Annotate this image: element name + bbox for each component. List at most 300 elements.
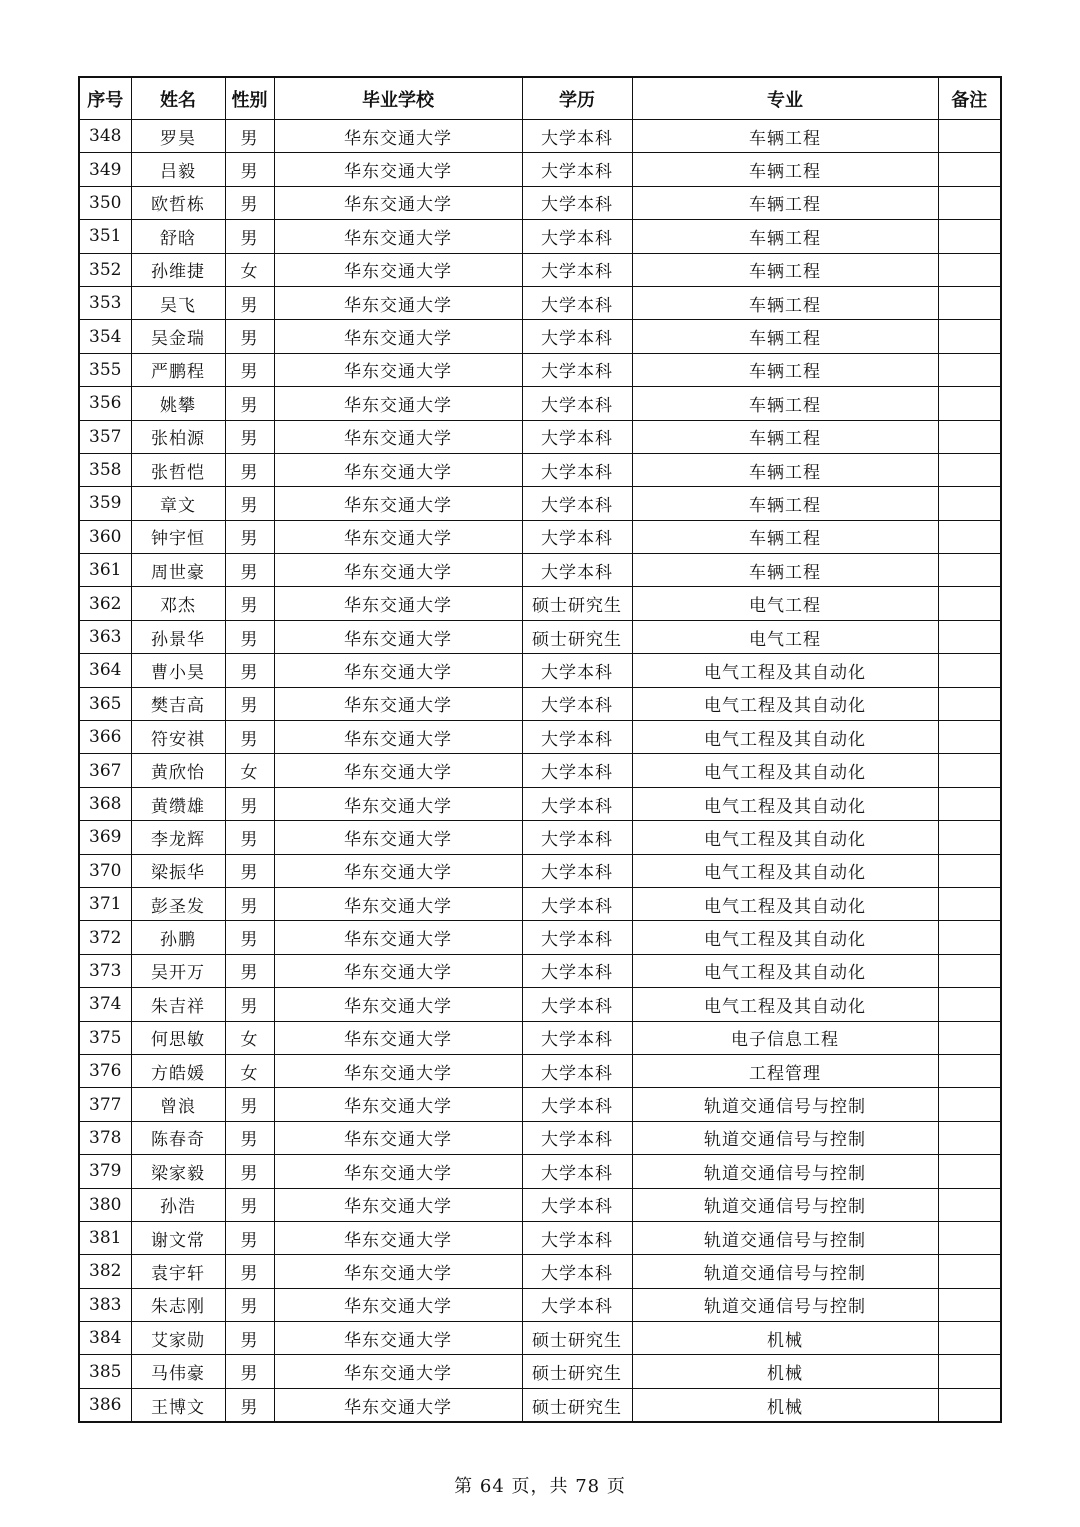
cell-gender: 男: [225, 420, 274, 453]
table-row: [79, 420, 1001, 453]
table-row: [79, 120, 1001, 153]
cell-school: 华东交通大学: [274, 587, 522, 620]
cell-major: 电气工程及其自动化: [632, 954, 938, 987]
cell-no: 356: [79, 387, 131, 420]
cell-gender: 男: [225, 587, 274, 620]
cell-degree: 硕士研究生: [522, 1322, 632, 1355]
header-name: 姓名: [131, 77, 225, 120]
cell-no: 358: [79, 453, 131, 486]
cell-remark: [938, 1054, 1001, 1087]
cell-gender: 女: [225, 1021, 274, 1054]
cell-school: 华东交通大学: [274, 120, 522, 153]
cell-remark: [938, 1355, 1001, 1388]
cell-school: 华东交通大学: [274, 420, 522, 453]
table-row: [79, 754, 1001, 787]
cell-name: 吕毅: [131, 153, 225, 186]
cell-degree: 硕士研究生: [522, 1355, 632, 1388]
cell-degree: 硕士研究生: [522, 1388, 632, 1422]
cell-no: 357: [79, 420, 131, 453]
cell-degree: 大学本科: [522, 520, 632, 553]
cell-degree: 大学本科: [522, 286, 632, 319]
table-body: [79, 120, 1001, 1423]
cell-no: 354: [79, 320, 131, 353]
table-row: [79, 854, 1001, 887]
cell-degree: 硕士研究生: [522, 620, 632, 653]
cell-remark: [938, 1188, 1001, 1221]
cell-name: 孙维捷: [131, 253, 225, 286]
cell-major: 电气工程: [632, 587, 938, 620]
cell-gender: 男: [225, 1121, 274, 1154]
table-row: [79, 1021, 1001, 1054]
cell-school: 华东交通大学: [274, 821, 522, 854]
table-row: [79, 353, 1001, 386]
cell-name: 朱志刚: [131, 1288, 225, 1321]
cell-school: 华东交通大学: [274, 1155, 522, 1188]
cell-remark: [938, 821, 1001, 854]
cell-degree: 大学本科: [522, 420, 632, 453]
cell-major: 机械: [632, 1355, 938, 1388]
cell-degree: 大学本科: [522, 387, 632, 420]
cell-remark: [938, 554, 1001, 587]
header-row: [79, 77, 1001, 120]
header-degree: 学历: [522, 77, 632, 120]
cell-name: 严鹏程: [131, 353, 225, 386]
cell-major: 工程管理: [632, 1054, 938, 1087]
cell-gender: 男: [225, 520, 274, 553]
cell-gender: 男: [225, 1088, 274, 1121]
cell-name: 袁宇轩: [131, 1255, 225, 1288]
cell-gender: 男: [225, 620, 274, 653]
cell-major: 车辆工程: [632, 453, 938, 486]
cell-degree: 大学本科: [522, 487, 632, 520]
cell-no: 369: [79, 821, 131, 854]
cell-school: 华东交通大学: [274, 520, 522, 553]
cell-school: 华东交通大学: [274, 1355, 522, 1388]
cell-remark: [938, 420, 1001, 453]
cell-no: 386: [79, 1388, 131, 1422]
cell-school: 华东交通大学: [274, 320, 522, 353]
table-row: [79, 286, 1001, 319]
cell-name: 张哲恺: [131, 453, 225, 486]
cell-major: 车辆工程: [632, 487, 938, 520]
cell-name: 李龙辉: [131, 821, 225, 854]
cell-no: 378: [79, 1121, 131, 1154]
table-row: [79, 153, 1001, 186]
cell-major: 电气工程及其自动化: [632, 988, 938, 1021]
cell-no: 359: [79, 487, 131, 520]
header-remark: 备注: [938, 77, 1001, 120]
cell-degree: 大学本科: [522, 954, 632, 987]
cell-remark: [938, 1322, 1001, 1355]
cell-gender: 男: [225, 921, 274, 954]
cell-name: 周世豪: [131, 554, 225, 587]
cell-no: 372: [79, 921, 131, 954]
cell-gender: 男: [225, 487, 274, 520]
table-row: [79, 687, 1001, 720]
table-row: [79, 654, 1001, 687]
cell-remark: [938, 988, 1001, 1021]
cell-remark: [938, 1088, 1001, 1121]
cell-remark: [938, 153, 1001, 186]
table-row: [79, 1255, 1001, 1288]
cell-no: 384: [79, 1322, 131, 1355]
cell-school: 华东交通大学: [274, 453, 522, 486]
cell-remark: [938, 320, 1001, 353]
cell-school: 华东交通大学: [274, 1054, 522, 1087]
cell-name: 黄欣怡: [131, 754, 225, 787]
cell-school: 华东交通大学: [274, 353, 522, 386]
cell-gender: 女: [225, 253, 274, 286]
cell-no: 360: [79, 520, 131, 553]
cell-gender: 男: [225, 721, 274, 754]
cell-gender: 女: [225, 1054, 274, 1087]
cell-major: 电气工程: [632, 620, 938, 653]
cell-remark: [938, 787, 1001, 820]
cell-remark: [938, 954, 1001, 987]
cell-major: 轨道交通信号与控制: [632, 1088, 938, 1121]
cell-remark: [938, 1121, 1001, 1154]
cell-gender: 男: [225, 954, 274, 987]
cell-remark: [938, 220, 1001, 253]
cell-gender: 男: [225, 1388, 274, 1422]
cell-no: 367: [79, 754, 131, 787]
cell-degree: 大学本科: [522, 220, 632, 253]
cell-no: 361: [79, 554, 131, 587]
cell-major: 车辆工程: [632, 520, 938, 553]
cell-no: 370: [79, 854, 131, 887]
cell-no: 380: [79, 1188, 131, 1221]
cell-major: 轨道交通信号与控制: [632, 1221, 938, 1254]
table-row: [79, 1054, 1001, 1087]
header-no: 序号: [79, 77, 131, 120]
cell-no: 364: [79, 654, 131, 687]
cell-major: 车辆工程: [632, 220, 938, 253]
header-gender: 性别: [225, 77, 274, 120]
table-row: [79, 721, 1001, 754]
cell-no: 353: [79, 286, 131, 319]
cell-remark: [938, 1155, 1001, 1188]
cell-degree: 大学本科: [522, 988, 632, 1021]
cell-name: 梁家毅: [131, 1155, 225, 1188]
cell-gender: 男: [225, 554, 274, 587]
cell-name: 谢文常: [131, 1221, 225, 1254]
cell-major: 轨道交通信号与控制: [632, 1155, 938, 1188]
cell-major: 轨道交通信号与控制: [632, 1188, 938, 1221]
cell-name: 曹小昊: [131, 654, 225, 687]
cell-no: 368: [79, 787, 131, 820]
cell-major: 电气工程及其自动化: [632, 687, 938, 720]
cell-remark: [938, 654, 1001, 687]
table-row: [79, 1188, 1001, 1221]
cell-gender: 男: [225, 220, 274, 253]
cell-remark: [938, 721, 1001, 754]
cell-school: 华东交通大学: [274, 387, 522, 420]
cell-remark: [938, 1021, 1001, 1054]
cell-major: 机械: [632, 1322, 938, 1355]
cell-no: 379: [79, 1155, 131, 1188]
cell-name: 艾家勋: [131, 1322, 225, 1355]
cell-gender: 男: [225, 186, 274, 219]
cell-gender: 男: [225, 654, 274, 687]
cell-degree: 大学本科: [522, 353, 632, 386]
cell-school: 华东交通大学: [274, 186, 522, 219]
cell-major: 电气工程及其自动化: [632, 721, 938, 754]
cell-school: 华东交通大学: [274, 687, 522, 720]
cell-school: 华东交通大学: [274, 988, 522, 1021]
cell-name: 樊吉高: [131, 687, 225, 720]
table-row: [79, 587, 1001, 620]
cell-remark: [938, 487, 1001, 520]
cell-degree: 大学本科: [522, 320, 632, 353]
cell-major: 机械: [632, 1388, 938, 1422]
table-row: [79, 1388, 1001, 1422]
cell-school: 华东交通大学: [274, 721, 522, 754]
cell-name: 舒晗: [131, 220, 225, 253]
cell-school: 华东交通大学: [274, 1255, 522, 1288]
cell-major: 车辆工程: [632, 554, 938, 587]
cell-gender: 男: [225, 821, 274, 854]
cell-major: 车辆工程: [632, 120, 938, 153]
cell-remark: [938, 854, 1001, 887]
cell-degree: 硕士研究生: [522, 587, 632, 620]
cell-name: 符安祺: [131, 721, 225, 754]
cell-name: 章文: [131, 487, 225, 520]
header-school: 毕业学校: [274, 77, 522, 120]
cell-remark: [938, 186, 1001, 219]
cell-gender: 男: [225, 1355, 274, 1388]
cell-remark: [938, 620, 1001, 653]
cell-degree: 大学本科: [522, 120, 632, 153]
cell-school: 华东交通大学: [274, 854, 522, 887]
cell-major: 电气工程及其自动化: [632, 654, 938, 687]
cell-name: 方皓媛: [131, 1054, 225, 1087]
page-number: 第 64 页，共 78 页: [454, 1476, 626, 1497]
cell-no: 381: [79, 1221, 131, 1254]
cell-major: 车辆工程: [632, 186, 938, 219]
cell-school: 华东交通大学: [274, 1188, 522, 1221]
cell-gender: 男: [225, 1188, 274, 1221]
cell-remark: [938, 754, 1001, 787]
cell-gender: 男: [225, 1322, 274, 1355]
cell-no: 362: [79, 587, 131, 620]
cell-school: 华东交通大学: [274, 153, 522, 186]
cell-no: 349: [79, 153, 131, 186]
cell-gender: 男: [225, 787, 274, 820]
cell-school: 华东交通大学: [274, 487, 522, 520]
cell-no: 376: [79, 1054, 131, 1087]
cell-no: 374: [79, 988, 131, 1021]
cell-remark: [938, 353, 1001, 386]
cell-remark: [938, 1221, 1001, 1254]
cell-no: 351: [79, 220, 131, 253]
table-row: [79, 320, 1001, 353]
cell-remark: [938, 921, 1001, 954]
cell-school: 华东交通大学: [274, 286, 522, 319]
cell-gender: 男: [225, 353, 274, 386]
table-row: [79, 1355, 1001, 1388]
cell-school: 华东交通大学: [274, 654, 522, 687]
cell-degree: 大学本科: [522, 1021, 632, 1054]
cell-name: 吴开万: [131, 954, 225, 987]
cell-major: 电气工程及其自动化: [632, 854, 938, 887]
table-row: [79, 1088, 1001, 1121]
cell-degree: 大学本科: [522, 1155, 632, 1188]
cell-name: 陈春奇: [131, 1121, 225, 1154]
cell-degree: 大学本科: [522, 854, 632, 887]
cell-major: 车辆工程: [632, 320, 938, 353]
cell-no: 366: [79, 721, 131, 754]
table-row: [79, 787, 1001, 820]
cell-name: 马伟豪: [131, 1355, 225, 1388]
cell-major: 车辆工程: [632, 286, 938, 319]
cell-gender: 男: [225, 1288, 274, 1321]
cell-school: 华东交通大学: [274, 954, 522, 987]
table-row: [79, 988, 1001, 1021]
cell-remark: [938, 253, 1001, 286]
table-row: [79, 954, 1001, 987]
table-row: [79, 1288, 1001, 1321]
cell-major: 电气工程及其自动化: [632, 821, 938, 854]
cell-degree: 大学本科: [522, 787, 632, 820]
cell-no: 348: [79, 120, 131, 153]
cell-gender: 男: [225, 1221, 274, 1254]
table-row: [79, 520, 1001, 553]
cell-degree: 大学本科: [522, 1188, 632, 1221]
cell-name: 钟宇恒: [131, 520, 225, 553]
cell-gender: 女: [225, 754, 274, 787]
table-row: [79, 453, 1001, 486]
cell-degree: 大学本科: [522, 1288, 632, 1321]
cell-name: 朱吉祥: [131, 988, 225, 1021]
cell-major: 车辆工程: [632, 253, 938, 286]
cell-school: 华东交通大学: [274, 887, 522, 920]
cell-degree: 大学本科: [522, 554, 632, 587]
table-row: [79, 1155, 1001, 1188]
table-row: [79, 220, 1001, 253]
cell-name: 吴金瑞: [131, 320, 225, 353]
cell-degree: 大学本科: [522, 754, 632, 787]
cell-no: 363: [79, 620, 131, 653]
cell-degree: 大学本科: [522, 253, 632, 286]
cell-major: 车辆工程: [632, 153, 938, 186]
cell-no: 375: [79, 1021, 131, 1054]
table-row: [79, 620, 1001, 653]
cell-gender: 男: [225, 387, 274, 420]
cell-no: 352: [79, 253, 131, 286]
cell-name: 何思敏: [131, 1021, 225, 1054]
table-row: [79, 821, 1001, 854]
cell-remark: [938, 120, 1001, 153]
cell-name: 孙鹏: [131, 921, 225, 954]
cell-gender: 男: [225, 286, 274, 319]
cell-no: 385: [79, 1355, 131, 1388]
cell-school: 华东交通大学: [274, 220, 522, 253]
table-row: [79, 1322, 1001, 1355]
cell-school: 华东交通大学: [274, 554, 522, 587]
table-row: [79, 186, 1001, 219]
cell-degree: 大学本科: [522, 453, 632, 486]
cell-gender: 男: [225, 153, 274, 186]
cell-no: 377: [79, 1088, 131, 1121]
table-row: [79, 921, 1001, 954]
cell-name: 罗昊: [131, 120, 225, 153]
cell-school: 华东交通大学: [274, 754, 522, 787]
cell-gender: 男: [225, 120, 274, 153]
cell-major: 车辆工程: [632, 387, 938, 420]
cell-remark: [938, 887, 1001, 920]
cell-name: 张柏源: [131, 420, 225, 453]
cell-remark: [938, 387, 1001, 420]
cell-name: 孙浩: [131, 1188, 225, 1221]
cell-degree: 大学本科: [522, 153, 632, 186]
cell-degree: 大学本科: [522, 721, 632, 754]
cell-no: 382: [79, 1255, 131, 1288]
cell-degree: 大学本科: [522, 1221, 632, 1254]
table-row: [79, 253, 1001, 286]
cell-degree: 大学本科: [522, 1054, 632, 1087]
cell-gender: 男: [225, 687, 274, 720]
cell-degree: 大学本科: [522, 1121, 632, 1154]
table-row: [79, 1121, 1001, 1154]
cell-major: 电气工程及其自动化: [632, 921, 938, 954]
cell-school: 华东交通大学: [274, 921, 522, 954]
cell-school: 华东交通大学: [274, 1221, 522, 1254]
cell-name: 姚攀: [131, 387, 225, 420]
table-row: [79, 887, 1001, 920]
table-row: [79, 554, 1001, 587]
cell-name: 彭圣发: [131, 887, 225, 920]
cell-school: 华东交通大学: [274, 620, 522, 653]
cell-name: 梁振华: [131, 854, 225, 887]
cell-remark: [938, 687, 1001, 720]
cell-remark: [938, 1288, 1001, 1321]
cell-school: 华东交通大学: [274, 1021, 522, 1054]
cell-name: 欧哲栋: [131, 186, 225, 219]
cell-gender: 男: [225, 1255, 274, 1288]
cell-major: 电气工程及其自动化: [632, 887, 938, 920]
cell-major: 电气工程及其自动化: [632, 754, 938, 787]
cell-degree: 大学本科: [522, 654, 632, 687]
cell-school: 华东交通大学: [274, 1088, 522, 1121]
cell-major: 电气工程及其自动化: [632, 787, 938, 820]
table-row: [79, 1221, 1001, 1254]
cell-remark: [938, 286, 1001, 319]
cell-school: 华东交通大学: [274, 1322, 522, 1355]
cell-school: 华东交通大学: [274, 253, 522, 286]
cell-gender: 男: [225, 1155, 274, 1188]
cell-major: 轨道交通信号与控制: [632, 1121, 938, 1154]
cell-degree: 大学本科: [522, 887, 632, 920]
table-row: [79, 387, 1001, 420]
cell-name: 孙景华: [131, 620, 225, 653]
cell-remark: [938, 1255, 1001, 1288]
cell-major: 电子信息工程: [632, 1021, 938, 1054]
cell-name: 黄缵雄: [131, 787, 225, 820]
header-major: 专业: [632, 77, 938, 120]
cell-name: 王博文: [131, 1388, 225, 1422]
cell-major: 轨道交通信号与控制: [632, 1288, 938, 1321]
cell-name: 邓杰: [131, 587, 225, 620]
cell-degree: 大学本科: [522, 921, 632, 954]
cell-degree: 大学本科: [522, 1088, 632, 1121]
cell-school: 华东交通大学: [274, 787, 522, 820]
cell-degree: 大学本科: [522, 186, 632, 219]
cell-school: 华东交通大学: [274, 1121, 522, 1154]
cell-name: 吴飞: [131, 286, 225, 319]
cell-gender: 男: [225, 988, 274, 1021]
cell-major: 车辆工程: [632, 353, 938, 386]
cell-remark: [938, 1388, 1001, 1422]
